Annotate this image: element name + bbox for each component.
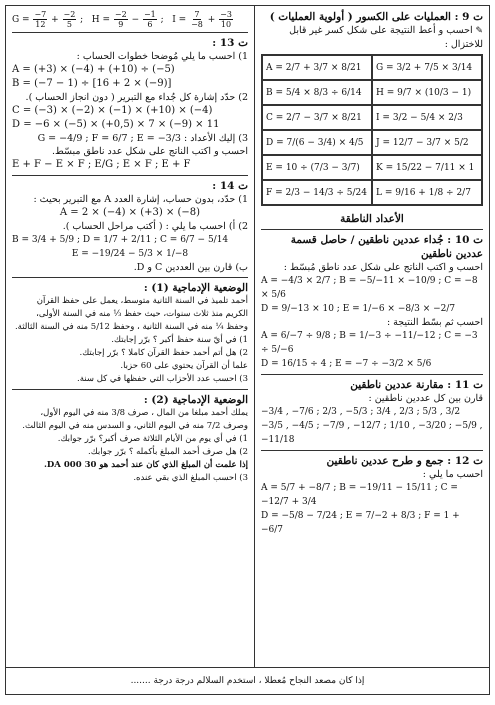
ex14-qb: ب) قارن بين العددين C و D.: [133, 262, 248, 273]
ex11-title: ت 11 : مقارنة عددين ناطقين: [350, 379, 483, 391]
ex14-title: ت 14 :: [212, 180, 248, 192]
ex12-r1: A = 5/7 + −8/7 ; B = −19/11 − 15/11 ; C = −12/7 + 3/4: [261, 483, 458, 507]
ex10-instr2: احسب ثم بسّط النتيجة :: [386, 317, 483, 328]
ex12-title: ت 12 : جمع و طرح عددين ناطقين: [326, 455, 483, 467]
ex9-cell-D: D = 7/(6 − 3/4) × 4/5: [262, 130, 372, 155]
sit1-q1: 1) في أيّ سنة حفظ أكبر ؟ برّر إجابتك.: [111, 335, 248, 345]
ex13-q3: 3) إليك الأعداد : G = −4/9 ; F = 6/7 ; E = −3/3: [37, 133, 248, 144]
ex14-row1: B = 3/4 + 5/9 ; D = 1/7 + 2/11 ; C = 6/7 − 5/14: [12, 235, 229, 245]
sit1-q2: 2) هل أتم أحمد حفظ القرآن كاملا ؟ برّر إجابتك.: [79, 348, 248, 358]
ex13-B: B = (−7 − 1) ÷ [16 + 2 × (−9)]: [12, 78, 172, 89]
pen-icon: ✎: [472, 26, 483, 36]
ex9-cell-K: K = 15/22 − 7/11 × 1: [372, 155, 482, 180]
ex9-cell-L: L = 9/16 + 1/8 ÷ 2/7: [372, 180, 482, 205]
ex13-D: D = −6 × (−5) × (+0,5) × 7 × (−9) × 11: [12, 119, 220, 130]
divider: [261, 450, 483, 451]
ex14-rowE: E = −19/24 − 5/3 × 1/−8: [71, 249, 189, 259]
ex9-cell-F: F = 2/3 − 14/3 ÷ 5/24: [262, 180, 372, 205]
ex11-r1: −3/4 , −7/6 ; 2/3 , −5/3 ; 3/4 , 2/3 ; 5/3 , 3/2: [261, 407, 461, 417]
sit1-note: علما أن القرآن يحتوي على 60 حزبا.: [120, 361, 248, 371]
divider: [12, 32, 248, 33]
ex11-r2: −3/5 , −4/5 ; −7/9 , −12/7 ; 1/10 , −3/20 ; −5/9 , −11/18: [261, 421, 483, 445]
left-column: [6, 6, 255, 668]
right-column: [255, 6, 489, 668]
ex9-cell-J: J = 12/7 − 3/7 × 5/2: [372, 130, 482, 155]
rational-numbers-title: الأعداد الناطقة: [340, 213, 404, 225]
ex9-table: [261, 54, 483, 206]
ex14-q1: 1) حدّد، بدون حساب، إشارة العدد A مع التبرير بحيث :: [33, 194, 248, 205]
ex11-instr: قارن بين كل عددين ناطقين :: [368, 393, 483, 404]
divider: [261, 374, 483, 375]
ex9-instr: [261, 24, 483, 51]
divider: [261, 229, 483, 230]
ex9-cell-I: I = 3/2 − 5/4 × 2/3: [372, 105, 482, 130]
ex13-q3b: احسب و اكتب الناتج على شكل عدد ناطق مبسّط.: [52, 146, 248, 157]
sit2-text1: يملك أحمد مبلغا من المال ، صرف 3/8 منه في اليوم الأول،: [40, 408, 248, 418]
ex10-title: ت 10 : جُداء عددين ناطقين / حاصل قسمة عددين ناطقين: [290, 234, 483, 260]
sit2-title: الوضعية الإدماجية (2) :: [143, 394, 248, 406]
ex12-r2: D = −5/8 − 7/24 ; E = 7/−2 + 8/3 ; F = 1 + −6/7: [261, 511, 460, 535]
ex14-q2: 2) أ) احسب ما يلي : ( أكتب مراحل الحساب ).: [62, 221, 248, 232]
ex13-ops: E + F − E × F ; E/G ; E × F ; E + F: [12, 159, 191, 170]
ex13-title: ت 13 :: [212, 37, 248, 49]
ex13-A: A = (+3) × (−4) + (+10) ÷ (−5): [12, 64, 175, 75]
ex9-title: ت 9 : العمليات على الكسور ( أولوية العمليات ): [269, 11, 483, 23]
ex10-r4: D = 16/15 ÷ 4 ; E = −7 ÷ −3/2 × 5/6: [261, 359, 432, 369]
divider: [12, 175, 248, 176]
sit2-text2: وصرف 7/2 منه في اليوم الثاني، و السدس منه في اليوم الثالث.: [22, 421, 248, 431]
divider: [12, 389, 248, 390]
sit1-q3: 3) احسب عدد الأحزاب التي حفظها في كل سنة.: [77, 374, 248, 384]
ex13-C: C = (−3) × (−2) × (−1) × (+10) × (−4): [12, 105, 213, 116]
ex13-q2: 2) حدّد إشارة كل جُداء مع التبرير ( دون انجاز الحساب ).: [25, 92, 248, 103]
ex14-A: A = 2 × (−4) × (+3) × (−8): [59, 207, 201, 218]
sit2-q2: 2) هل صرف أحمد المبلغ بأكمله ؟ برّر جوابك.: [88, 447, 248, 457]
ex9-cell-C: C = 2/7 − 3/7 × 8/21: [262, 105, 372, 130]
ex10-r2: D = 9/−13 × 10 ; E = 1/−6 × −8/3 × −2/7: [261, 304, 456, 314]
worksheet-page: [5, 5, 490, 695]
top-line-ghi: G = $\frac{-7}{12}$ + $\frac{-2}{5}$ ; H = $\frac{-2}{9}$ − $\frac{-1}{6}$ ; I = $\frac{7}{-8}$ + $\frac{-3}{10}$: [12, 10, 232, 29]
ex10-r1: A = −4/3 × 2/7 ; B = −5/−11 × −10/9 ; C = −8 × 5/6: [261, 276, 478, 300]
ex9-cell-B: B = 5/4 × 8/3 ÷ 6/14: [262, 80, 372, 105]
sit2-q1: 1) في أي يوم من الأيام الثلاثة صرف أكبر؟ برّر جوابك.: [57, 434, 248, 444]
divider: [12, 277, 248, 278]
ex13-q1: 1) احسب ما يلي مُوضحا خطوات الحساب :: [76, 51, 248, 62]
sit1-title: الوضعية الإدماجية (1) :: [143, 282, 248, 294]
ex9-cell-H: H = 9/7 × (10/3 − 1): [372, 80, 482, 105]
ex9-cell-G: G = 3/2 + 7/5 × 3/14: [372, 55, 482, 80]
ex10-r3: A = 6/−7 ÷ 9/8 ; B = 1/−3 ÷ −11/−12 ; C = −3 ÷ 5/−6: [261, 331, 478, 355]
footer-quote: إذا كان مصعد النجاح مُعطلا ، استخدم السلالم درجة درجة .......: [6, 667, 489, 694]
ex12-instr: احسب ما يلي :: [422, 469, 483, 480]
sit2-q3: إذا علمت أن المبلغ الذي كان عند أحمد هو 30 000 DA.: [43, 460, 248, 470]
sit1-text: أحمد تلميذ في السنة الثانية متوسط، يعمل على حفظ القرآن الكريم منذ ثلاث سنوات، حيث حفظ ⅓ منه في السنة الأولى، وحفظ ¼ منه في السنة الثانية ، وحفظ 5/12 منه في السنة الثالثة.: [14, 296, 248, 332]
sit2-q4: 3) احسب المبلغ الذي بقي عنده.: [133, 473, 248, 483]
ex9-instr-text: احسب و أعط النتيجة على شكل كسر غير قابل للاختزال :: [289, 25, 483, 50]
ex10-instr1: احسب و اكتب الناتج على شكل عدد ناطق مُبسّط :: [283, 262, 483, 273]
ex9-cell-E: E = 10 ÷ (7/3 − 3/7): [262, 155, 372, 180]
ex9-cell-A: A = 2/7 + 3/7 × 8/21: [262, 55, 372, 80]
